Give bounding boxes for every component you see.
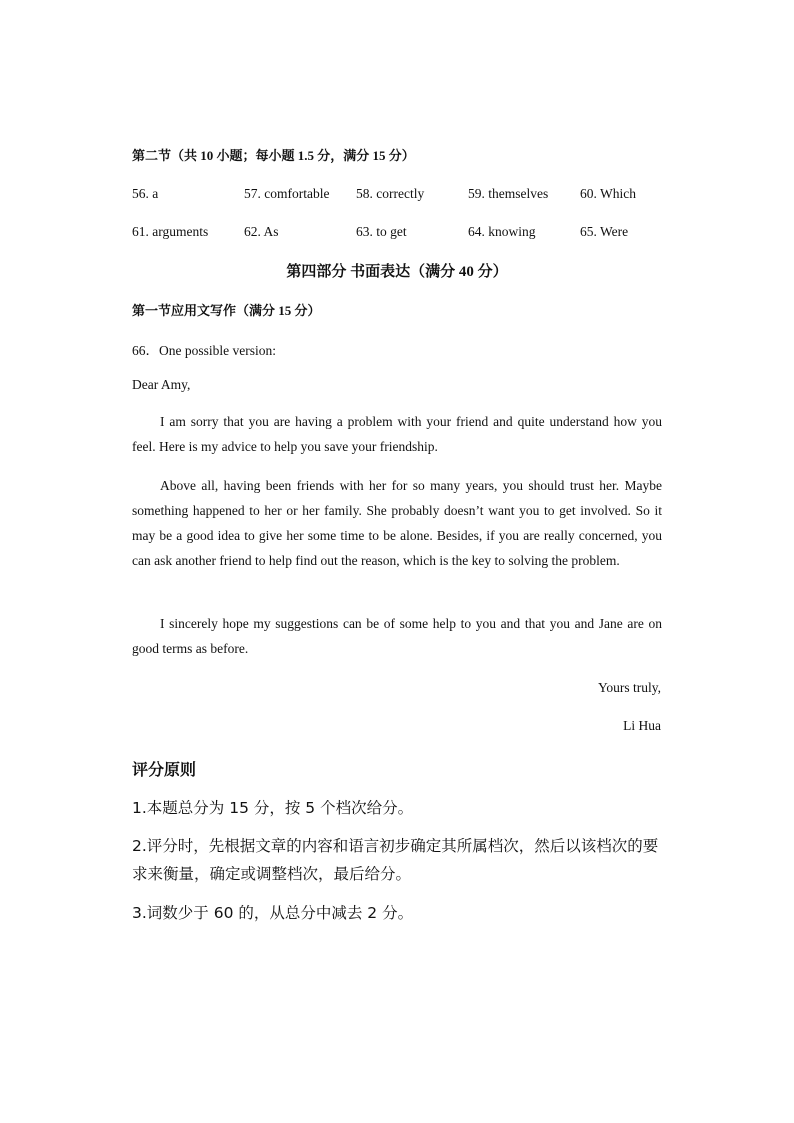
scoring-rule-2: 2.评分时，先根据文章的内容和语言初步确定其所属档次，然后以该档次的要求来衡量，确定或调整档次，最后给分。 (132, 837, 659, 883)
answer-item: 60. Which (580, 186, 636, 201)
scoring-title: 评分原则 (132, 760, 197, 779)
answer-item: 56. a (132, 186, 159, 201)
answer-item: 61. arguments (132, 224, 209, 239)
answer-item: 65. Were (580, 224, 629, 239)
letter-paragraph-1: I am sorry that you are having a problem with your friend and quite understand how you feel. Here is my advice to help you save your friendship. (132, 414, 662, 454)
version-label: 66．One possible version: (132, 343, 276, 358)
answer-item: 59. themselves (468, 186, 549, 201)
answer-item: 57. comfortable (244, 186, 330, 201)
section2-title: 第二节（共 10 小题；每小题 1.5 分，满分 15 分） (132, 148, 415, 163)
answer-row-2 (132, 224, 628, 240)
answer-item: 63. to get (356, 224, 407, 239)
letter-paragraph-2: Above all, having been friends with her for so many years, you should trust her. Maybe something happened to her or her family. She probably doesn’t want you to get involved. So it may be a good idea to give her some time to be alone. Besides, if you are really concerned, you can ask another friend to help find out the reason, which is the key to solving the problem. (132, 478, 662, 568)
letter-paragraph-3: I sincerely hope my suggestions can be of some help to you and that you and Jane are on good terms as before. (132, 616, 662, 656)
answer-item: 64. knowing (468, 224, 536, 239)
part4-title: 第四部分 书面表达（满分 40 分） (286, 264, 508, 280)
letter-greeting: Dear Amy, (132, 377, 191, 392)
section1-title: 第一节应用文写作（满分 15 分） (132, 303, 321, 318)
answer-row-1 (132, 186, 636, 202)
answer-item: 58. correctly (356, 186, 425, 201)
scoring-rule-3: 3.词数少于 60 的，从总分中减去 2 分。 (132, 904, 414, 922)
scoring-rule-1: 1.本题总分为 15 分，按 5 个档次给分。 (132, 799, 414, 817)
letter-signature: Li Hua (623, 718, 661, 733)
letter-closing: Yours truly, (597, 680, 661, 695)
answer-item: 62. As (244, 224, 279, 239)
